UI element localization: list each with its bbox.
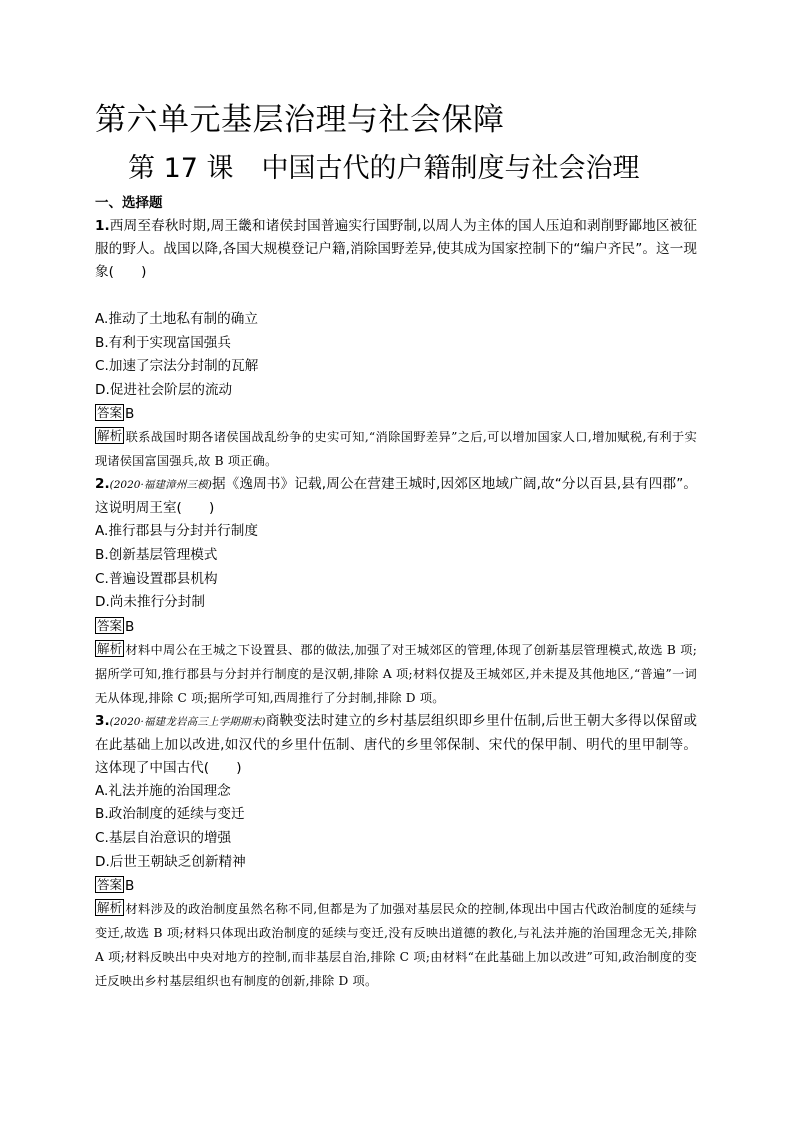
option-c[interactable]: C.加速了宗法分封制的瓦解 [95, 358, 259, 375]
option-d[interactable]: D.促进社会阶层的流动 [95, 381, 233, 398]
option-a[interactable]: A.礼法并施的治国理念 [95, 782, 231, 799]
option-d[interactable]: D.尚未推行分封制 [95, 594, 205, 611]
option-a[interactable]: A.推动了土地私有制的确立 [95, 311, 258, 327]
unit-title: 第六单元基层治理与社会保障 [95, 102, 505, 138]
question-list [95, 215, 697, 993]
section-title: 一、选择题 [95, 195, 163, 211]
question-2 [95, 473, 697, 709]
answer-value: B [125, 406, 135, 423]
option-d[interactable]: D.后世王朝缺乏创新精神 [95, 853, 246, 870]
options-list [95, 780, 697, 874]
question-number: 1. [95, 218, 110, 234]
lesson-name: 中国古代的户籍制度与社会治理 [261, 153, 640, 184]
explanation-text: 联系战国时期各诸侯国战乱纷争的史实可知,“消除国野差异”之后,可以增加国家人口,增加赋税,有利于实现诸侯国富国强兵,故 B 项正确。 [95, 430, 697, 469]
answer-line [95, 875, 697, 897]
question-text: 西周至春秋时期,周王畿和诸侯封国普遍实行国野制,以周人为主体的国人压迫和剥削野鄙地区被征服的野人。战国以降,各国大规模登记户籍,消除国野差异,使其成为国家控制下的“编户齐民”。这一现象( ) [95, 218, 697, 280]
explanation-tag: 解析 [97, 428, 123, 444]
option-b[interactable]: B.政治制度的延续与变迁 [95, 806, 245, 823]
question-text: 据《逸周书》记载,周公在营建王城时,因郊区地域广阔,故“分以百县,县有四郡”。这说明周王室( ) [95, 476, 697, 517]
explanation [95, 638, 697, 710]
option-c[interactable]: C.普遍设置郡县机构 [95, 570, 218, 587]
option-b[interactable]: B.有利于实现富国强兵 [95, 334, 231, 351]
answer-line [95, 403, 697, 425]
answer-line [95, 616, 697, 638]
options-list [95, 308, 697, 402]
lesson-title [128, 151, 640, 187]
question-1 [95, 215, 697, 473]
explanation [95, 897, 697, 993]
explanation-text: 材料涉及的政治制度虽然名称不同,但都是为了加强对基层民众的控制,体现出中国古代政治制度的延续与变迁,故选 B 项;材料只体现出政治制度的延续与变迁,没有反映出道德的教化,与礼法并施的治国理念无关,排除 A 项;材料反映出中央对地方的控制,而非基层自治,排除 C 项;由材料“在此基础上加以改进”可知,政治制度的变迁反映出乡村基层组织也有制度的创新,排除 D 项。 [95, 902, 697, 989]
question-stem [95, 215, 697, 284]
question-text: 商鞅变法时建立的乡村基层组织即乡里什伍制,后世王朝大多得以保留或在此基础上加以改进,如汉代的乡里什伍制、唐代的乡里邻保制、宋代的保甲制、明代的里甲制等。这体现了中国古代( ) [95, 712, 697, 776]
explanation-tag: 解析 [97, 640, 123, 656]
answer-tag: 答案 [97, 877, 123, 893]
question-source: (2020·福建龙岩高三上学期期末) [109, 715, 266, 728]
explanation [95, 425, 697, 473]
answer-tag: 答案 [97, 405, 123, 421]
answer-value: B [125, 618, 135, 635]
option-c[interactable]: C.基层自治意识的增强 [95, 829, 232, 846]
options-list [95, 520, 697, 614]
question-stem [95, 473, 697, 520]
option-b[interactable]: B.创新基层管理模式 [95, 546, 218, 563]
explanation-text: 材料中周公在王城之下设置县、郡的做法,加强了对王城郊区的管理,体现了创新基层管理模式,故选 B 项;据所学可知,推行郡县与分封并行制度的是汉朝,排除 A 项;材料仅提及王城郊区,并未提及其他地区,“普遍”一词无从体现,排除 C 项;据所学可知,西周推行了分封制,排除 D 项。 [95, 642, 697, 705]
question-number: 2. [95, 476, 110, 493]
answer-tag: 答案 [97, 617, 123, 633]
explanation-tag: 解析 [97, 900, 123, 916]
lesson-number: 第 17 课 [128, 153, 234, 184]
question-source: (2020·福建漳州三模) [109, 479, 212, 492]
question-3 [95, 710, 697, 993]
option-a[interactable]: A.推行郡县与分封并行制度 [95, 523, 258, 540]
answer-value: B [125, 878, 135, 895]
question-stem [95, 710, 697, 780]
question-number: 3. [95, 712, 110, 729]
